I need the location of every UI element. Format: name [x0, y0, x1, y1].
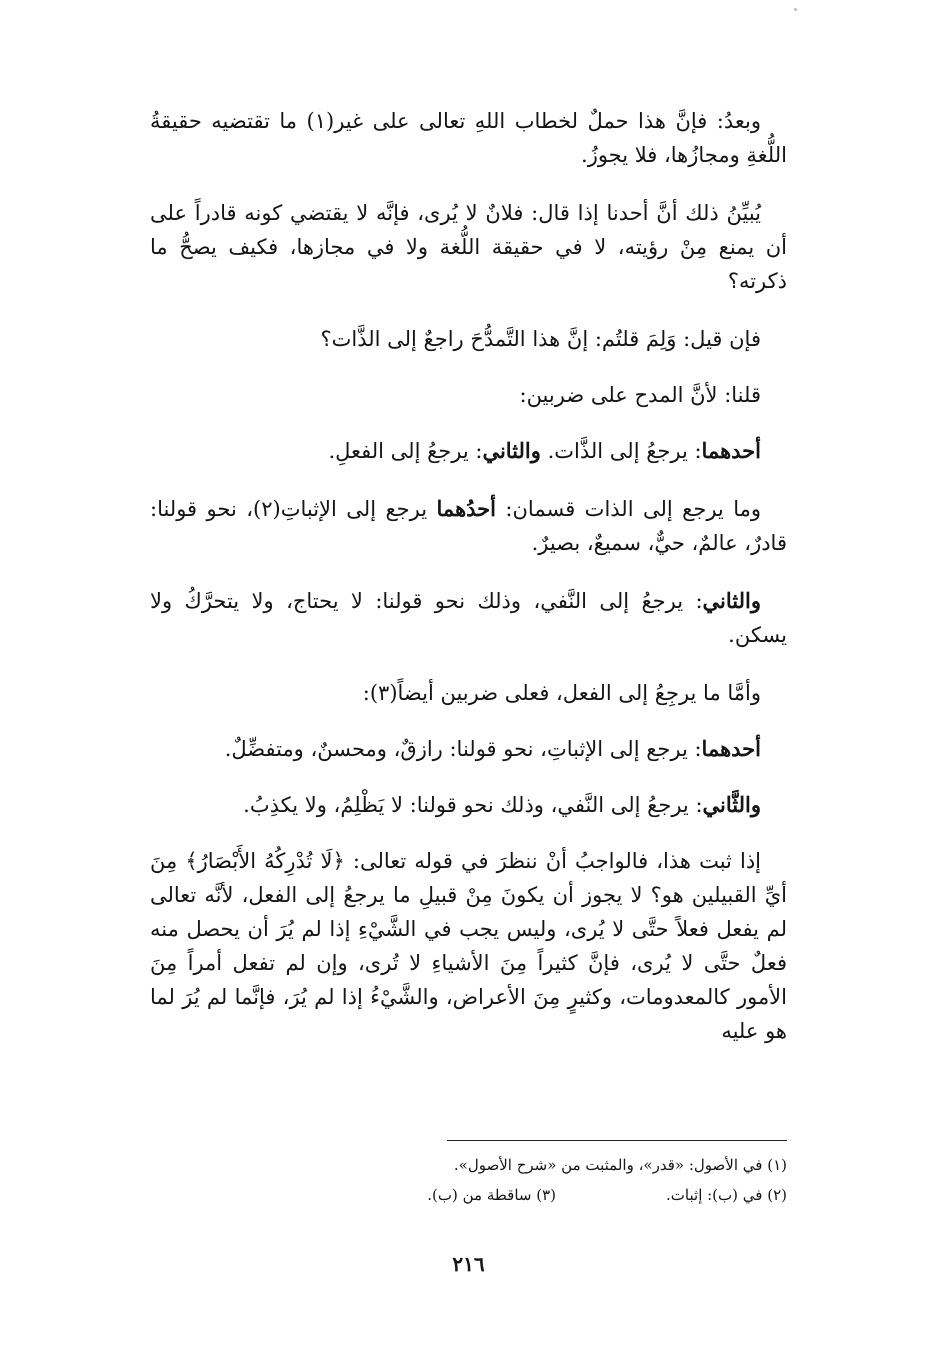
- footnote-row-1: [150, 1153, 787, 1177]
- footnote-divider: [447, 1140, 787, 1141]
- footnote-2: (٢) في (ب): إثبات.: [666, 1186, 787, 1204]
- bold-term: أحدهما: [701, 438, 761, 463]
- footnotes: [150, 1140, 787, 1213]
- paragraph-2: [150, 196, 787, 298]
- text-segment: يرجع إلى الإثباتِ(٢)، نحو قولنا: قادرٌ، عالمٌ، حيٌّ، سميعٌ، بصيرٌ.: [150, 497, 787, 555]
- text-segment: : يرجعُ إلى النَّفي، وذلك نحو قولنا: لا يَظْلِمُ، ولا يكذِبُ.: [243, 793, 703, 817]
- paragraph-1: [150, 104, 787, 172]
- footnote-1: (١) في الأصول: «قدر»، والمثبت من «شرح الأصول».: [453, 1156, 787, 1174]
- footnote-row-2: [150, 1183, 787, 1207]
- text-segment: : يرجعُ إلى الذَّات.: [540, 439, 702, 463]
- text-segment: فإن قيل: وَلِمَ قلتُم: إنَّ هذا التَّمدُّحَ راجعٌ إلى الذَّات؟: [320, 327, 761, 351]
- text-segment: قلنا: لأنَّ المدح على ضربين:: [519, 383, 761, 407]
- text-segment: وما يرجع إلى الذات قسمان:: [495, 497, 761, 521]
- paragraph-10: [150, 788, 787, 822]
- text-segment: : يرجعُ إلى النَّفي، وذلك نحو قولنا: لا يحتاج، ولا يتحرَّكُ ولا يسكن.: [150, 589, 787, 647]
- page-number: ٢١٦: [452, 1252, 485, 1276]
- paragraph-4: [150, 378, 787, 412]
- bold-term: أحدهما: [701, 736, 761, 761]
- paragraph-6: [150, 492, 787, 560]
- bold-term: أحدُهما: [436, 496, 496, 521]
- bold-term: والثاني: [702, 588, 761, 613]
- paragraph-3: [150, 322, 787, 356]
- paragraph-11: [150, 844, 787, 1048]
- text-segment: وأمَّا ما يرجِعُ إلى الفعل، فعلى ضربين أيضاً(٣):: [362, 681, 761, 705]
- text-segment: : يرجعُ إلى الفعلِ.: [328, 439, 483, 463]
- footnote-3: (٣) ساقطة من (ب).: [427, 1186, 557, 1204]
- scan-speck: [794, 8, 797, 11]
- bold-term: والثاني: [482, 438, 541, 463]
- bold-term: والثَّاني: [702, 792, 761, 817]
- paragraph-9: [150, 732, 787, 766]
- body-text: [150, 104, 787, 1072]
- text-segment: : يرجع إلى الإثباتِ، نحو قولنا: رازقٌ، ومحسنٌ، ومتفضِّلٌ.: [224, 737, 702, 761]
- text-segment: يُبيِّنُ ذلك أنَّ أحدنا إذا قال: فلانٌ لا يُرى، فإنَّه لا يقتضي كونه قادراً على أن يمنع مِنْ رؤيته، لا في حقيقة اللُّغة ولا في مجازها، فكيف يصحُّ ما ذكرته؟: [150, 201, 787, 293]
- text-segment: إذا ثبت هذا، فالواجبُ أنْ ننظرَ في قوله تعالى: ﴿لَا تُدْرِكُهُ الأَبْصَارُ﴾ مِنَ أيِّ القبيلين هو؟ لا يجوز أن يكونَ مِنْ قبيلِ ما يرجعُ إلى الفعل، لأنَّه تعالى لم يفعل فعلاً حتَّى لا يُرى، وليس يجب في الشَّيْءِ إذا لم يُرَ أن يحصل منه فعلٌ حتَّى لا يُرى، فإنَّ كثيراً مِنَ الأشياءِ لا تُرى، وإن لم تفعل أمراً مِنَ الأمور كالمعدومات، وكثيرٍ مِنَ الأعراض، والشَّيْءُ إذا لم يُرَ، فإنَّما لم يُرَ لما هو عليه: [150, 849, 787, 1043]
- paragraph-5: [150, 434, 787, 468]
- paragraph-8: [150, 676, 787, 710]
- text-segment: وبعدُ: فإنَّ هذا حملٌ لخطاب اللهِ تعالى على غير(١) ما تقتضيه حقيقةُ اللُّغةِ ومجازُها، فلا يجوزُ.: [150, 109, 787, 167]
- paragraph-7: [150, 584, 787, 652]
